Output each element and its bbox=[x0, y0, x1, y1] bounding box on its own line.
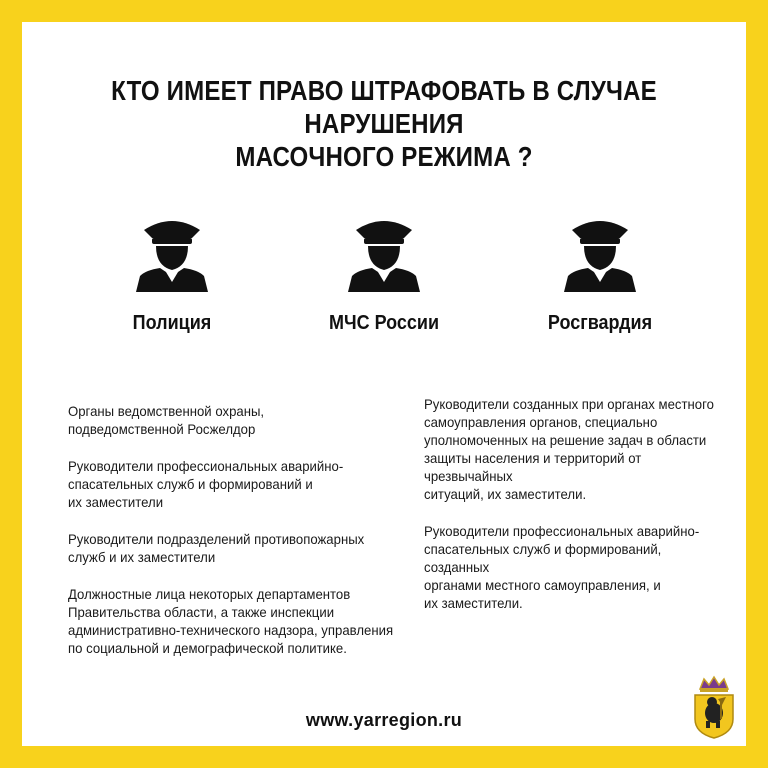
agency-name: Полиция bbox=[132, 312, 212, 334]
list-item: Руководители профессиональных аварийно- спасательных служб и формирований, созданных органами местного самоуправления, и их заместители. bbox=[424, 523, 700, 611]
left-column bbox=[68, 402, 393, 676]
website-link[interactable]: www.yarregion.ru bbox=[305, 710, 463, 730]
list-item: Руководители созданных при органах местного самоуправления органов, специально уполномоченных на решение задач в области защиты населения и территорий от чрезвычайных ситуаций, их заместители. bbox=[424, 396, 714, 502]
list-item: Органы ведомственной охраны, подведомственной Росжелдор bbox=[68, 403, 265, 437]
officer-icon bbox=[344, 214, 424, 292]
list-item: Должностные лица некоторых департаментов Правительства области, а также инспекции административно-технического надзора, управления по социальной и демографической политике. bbox=[68, 586, 394, 656]
title-line-2: МАСОЧНОГО РЕЖИМА ? bbox=[235, 141, 533, 172]
right-column bbox=[424, 395, 727, 631]
list-item: Руководители подразделений противопожарных служб и их заместители bbox=[68, 531, 365, 565]
agency-rosgvardia bbox=[490, 214, 710, 335]
coat-of-arms-icon bbox=[692, 675, 736, 739]
agency-emergency bbox=[274, 214, 494, 335]
officer-icon bbox=[132, 214, 212, 292]
agency-name: МЧС России bbox=[328, 312, 440, 334]
agency-name: Росгвардия bbox=[547, 312, 653, 334]
title-line-1: КТО ИМЕЕТ ПРАВО ШТРАФОВАТЬ В СЛУЧАЕ НАРУШЕНИЯ bbox=[111, 75, 657, 139]
infographic-card bbox=[22, 22, 746, 746]
list-item: Руководители профессиональных аварийно- спасательных служб и формирований и их заместители bbox=[68, 458, 344, 510]
page-title bbox=[73, 74, 696, 173]
agency-police bbox=[62, 214, 282, 335]
officer-icon bbox=[560, 214, 640, 292]
